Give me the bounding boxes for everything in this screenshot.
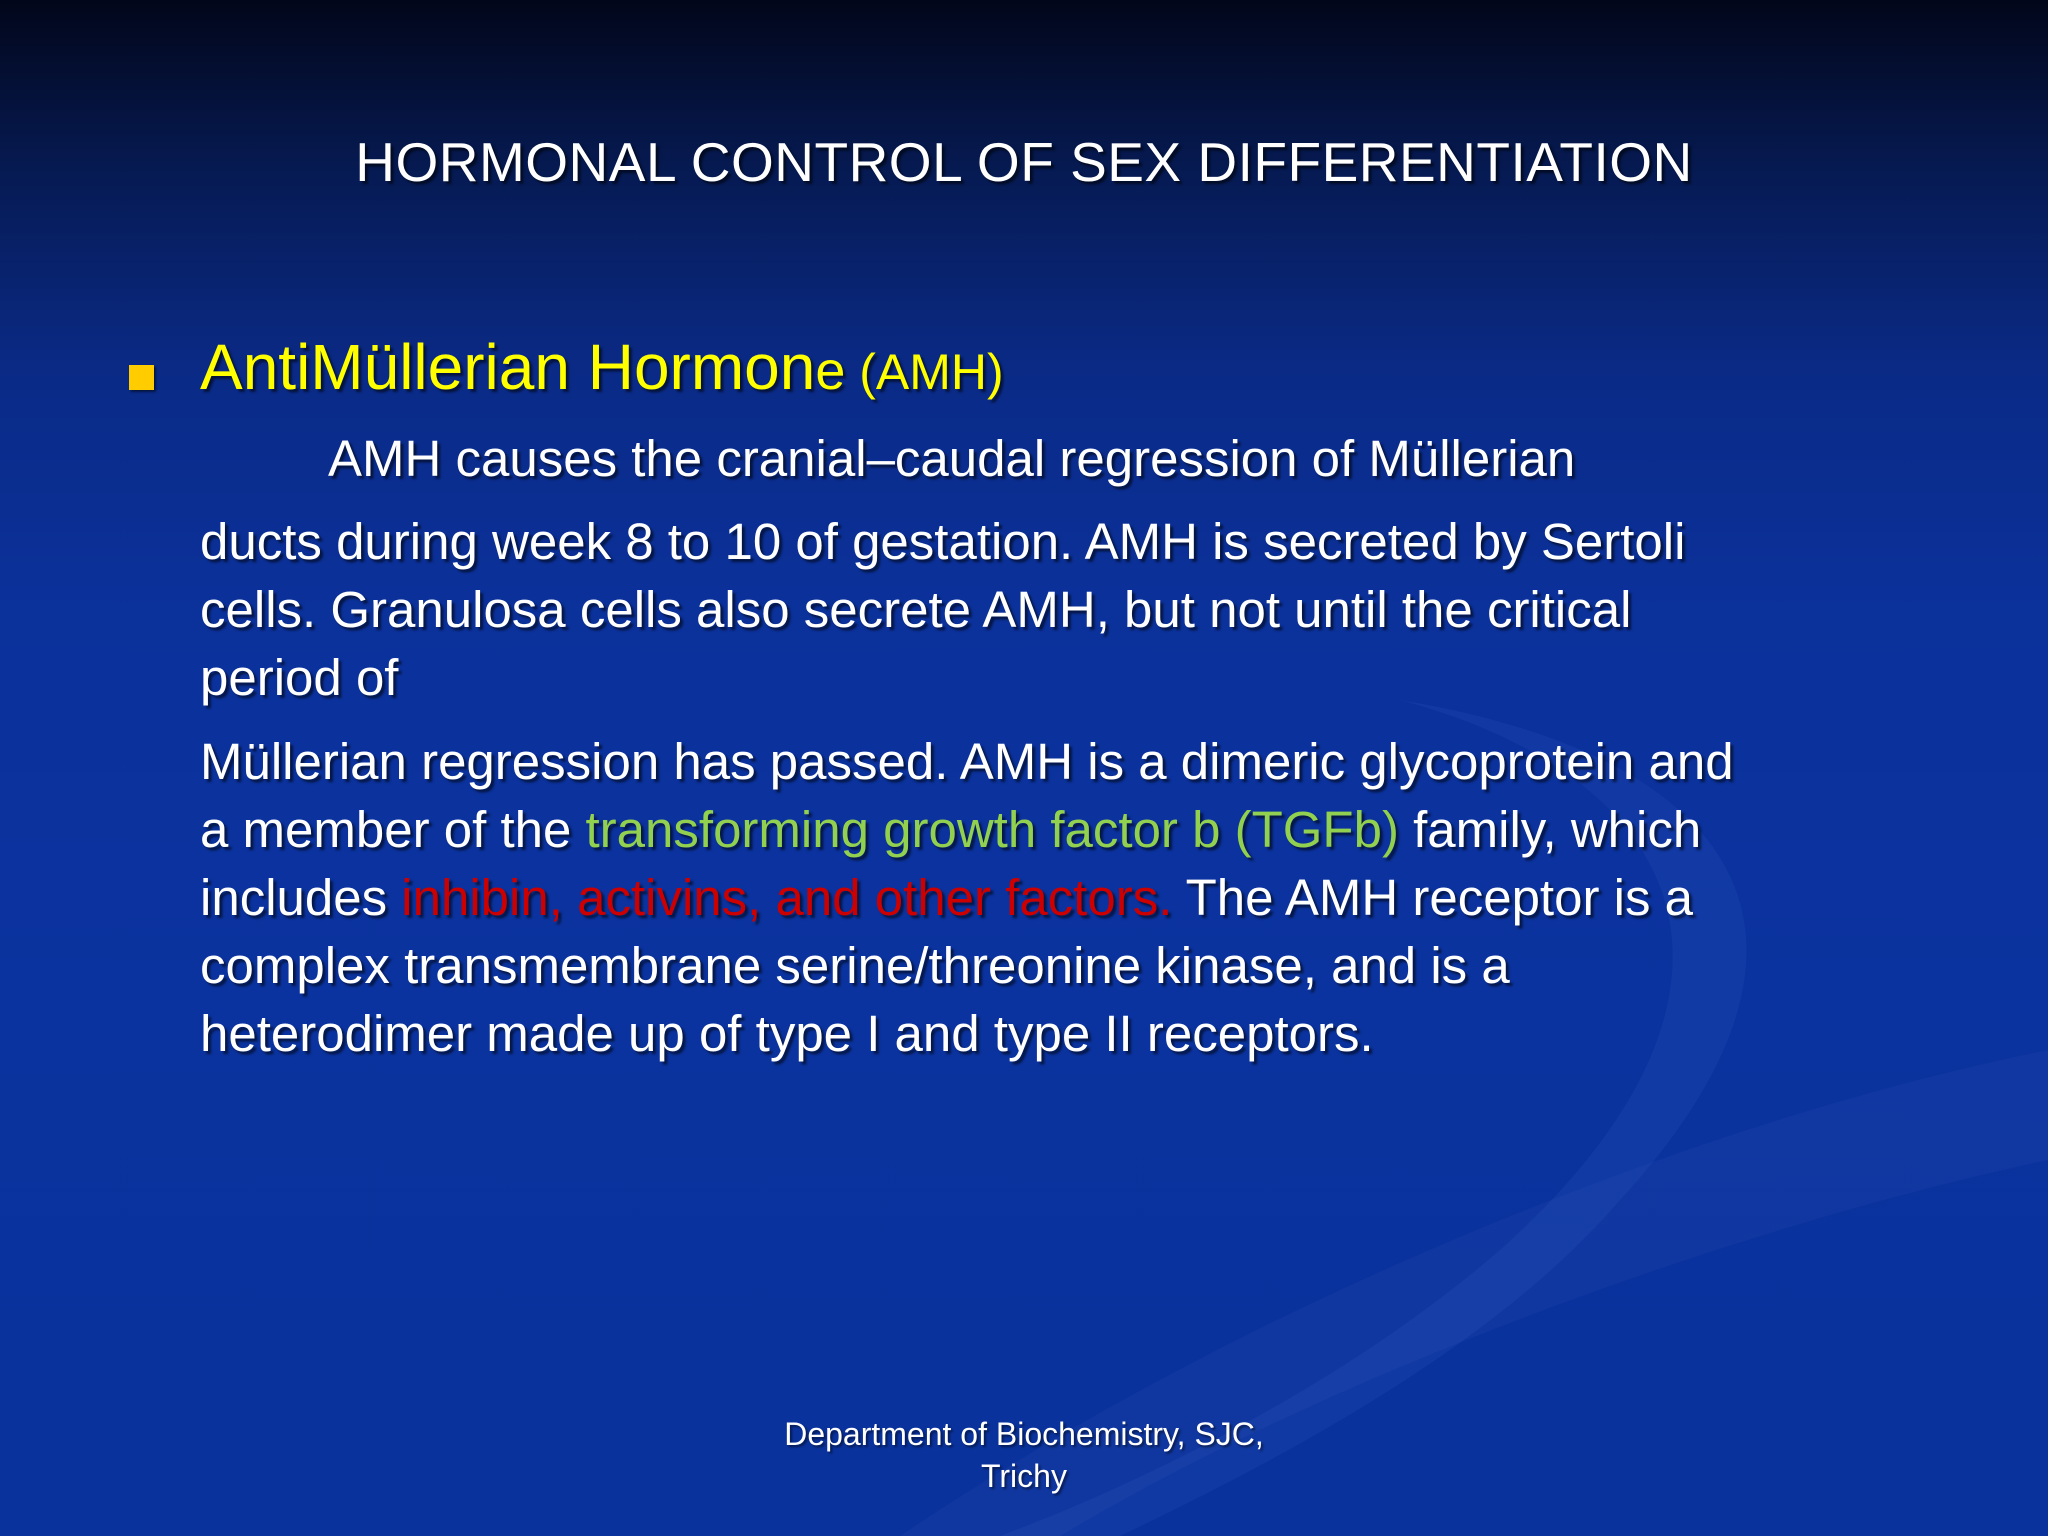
slide-footer: [0, 1413, 2048, 1497]
section-heading: [200, 330, 1004, 404]
paragraph-2: [200, 508, 1685, 712]
paragraph-1: [200, 425, 1575, 493]
paragraph-3-line: [200, 796, 1734, 864]
heading-abbreviation: (AMH): [845, 344, 1004, 400]
footer-line: Department of Biochemistry, SJC,: [784, 1416, 1264, 1452]
bullet-square-icon: [129, 365, 154, 390]
highlight-tgfb: transforming growth factor b (TGFb): [585, 801, 1399, 858]
footer-line: Trichy: [981, 1458, 1067, 1494]
heading-small-e: e: [815, 341, 846, 401]
paragraph-2-line: ducts during week 8 to 10 of gestation. AMH is secreted by Sertoli: [200, 513, 1686, 570]
paragraph-1-text: AMH causes the cranial–caudal regression of Müllerian: [328, 430, 1576, 487]
paragraph-3-line: complex transmembrane serine/threonine kinase, and is a: [200, 937, 1510, 994]
paragraph-3-line: heterodimer made up of type I and type II receptors.: [200, 1005, 1374, 1062]
slide-title: HORMONAL CONTROL OF SEX DIFFERENTIATION: [355, 131, 1693, 193]
paragraph-3-line: [200, 864, 1734, 932]
text-segment: family, which: [1398, 801, 1702, 858]
paragraph-3-line: Müllerian regression has passed. AMH is a dimeric glycoprotein and: [200, 733, 1734, 790]
paragraph-3: [200, 728, 1734, 1068]
text-segment: includes: [200, 869, 402, 926]
heading-main: AntiMüllerian Hormon: [200, 331, 816, 403]
paragraph-2-line: period of: [200, 649, 399, 706]
text-segment: The AMH receptor is a: [1172, 869, 1693, 926]
text-segment: a member of the: [200, 801, 586, 858]
paragraph-2-line: cells. Granulosa cells also secrete AMH, but not until the critical: [200, 581, 1632, 638]
highlight-inhibin: inhibin, activins, and other factors.: [401, 869, 1173, 926]
